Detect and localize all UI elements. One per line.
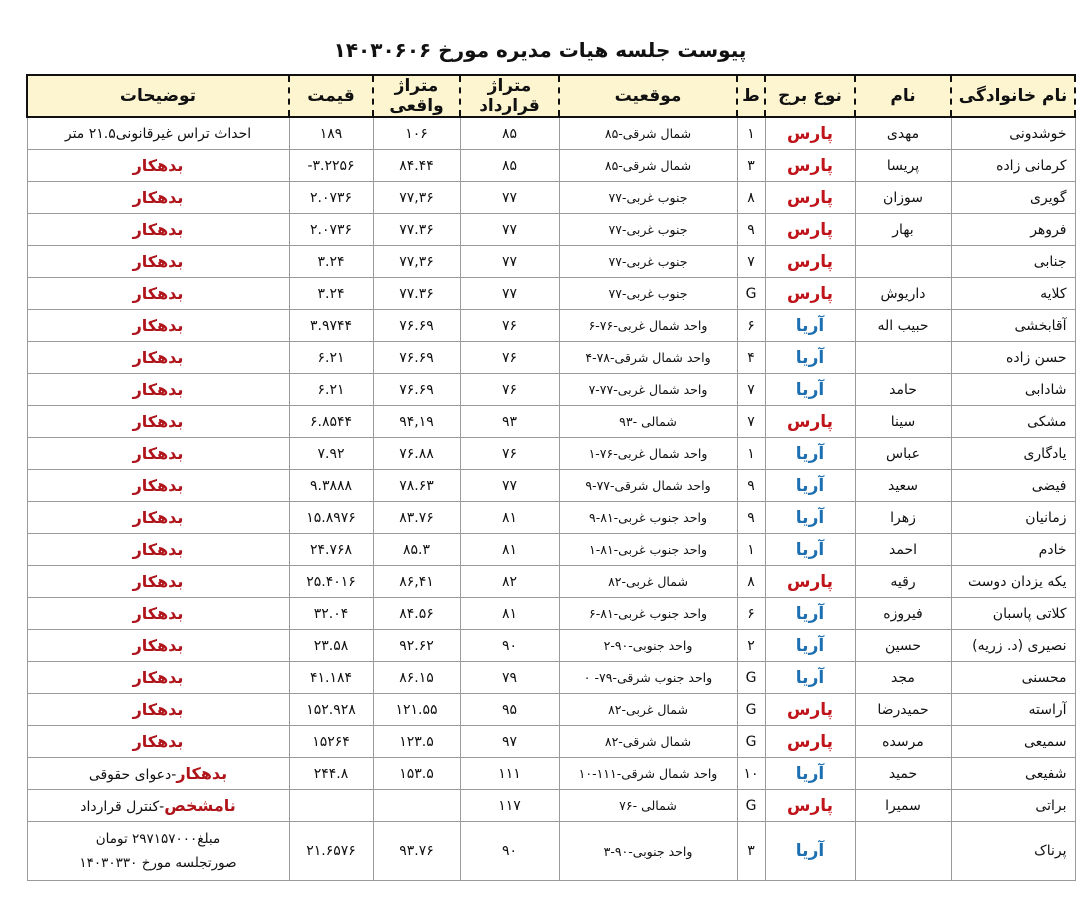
tower-cell: پارس bbox=[765, 246, 855, 278]
name-cell: سعید bbox=[855, 470, 951, 502]
tower-cell: آریا bbox=[765, 758, 855, 790]
actual-area-cell: ۷۷,۳۶ bbox=[373, 246, 460, 278]
contract-area-cell: ۷۶ bbox=[460, 374, 559, 406]
location-cell: شمال غربی-۸۲ bbox=[559, 694, 737, 726]
notes-cell bbox=[27, 246, 289, 278]
status-badge: بدهکار bbox=[132, 636, 184, 655]
floor-cell: ۶ bbox=[737, 598, 765, 630]
tower-cell: پارس bbox=[765, 406, 855, 438]
floor-cell: ۸ bbox=[737, 182, 765, 214]
table-row bbox=[27, 566, 1075, 598]
notes-cell bbox=[27, 566, 289, 598]
header-family: نام خانوادگی bbox=[951, 75, 1075, 117]
family-cell: آراسته bbox=[951, 694, 1075, 726]
tower-cell: آریا bbox=[765, 374, 855, 406]
contract-area-cell: ۷۷ bbox=[460, 182, 559, 214]
status-badge: بدهکار bbox=[132, 252, 184, 271]
tower-cell: پارس bbox=[765, 694, 855, 726]
floor-cell: ۳ bbox=[737, 150, 765, 182]
floor-cell: ۱ bbox=[737, 534, 765, 566]
table-row bbox=[27, 182, 1075, 214]
price-cell: ۱۵۲.۹۲۸ bbox=[289, 694, 373, 726]
family-cell: براتی bbox=[951, 790, 1075, 822]
notes-cell bbox=[27, 598, 289, 630]
tower-cell: پارس bbox=[765, 214, 855, 246]
price-cell: ۲.۰۷۳۶ bbox=[289, 214, 373, 246]
name-cell: بهار bbox=[855, 214, 951, 246]
header-price: قیمت bbox=[289, 75, 373, 117]
status-badge: بدهکار bbox=[132, 316, 184, 335]
price-cell: ۳.۹۷۴۴ bbox=[289, 310, 373, 342]
notes-cell bbox=[27, 630, 289, 662]
contract-area-cell: ۸۲ bbox=[460, 566, 559, 598]
table-row bbox=[27, 342, 1075, 374]
status-badge: بدهکار bbox=[132, 476, 184, 495]
name-cell: سمیرا bbox=[855, 790, 951, 822]
contract-area-cell: ۹۳ bbox=[460, 406, 559, 438]
header-actual-area: متراژ واقعی bbox=[373, 75, 460, 117]
notes-cell bbox=[27, 662, 289, 694]
contract-area-cell: ۹۷ bbox=[460, 726, 559, 758]
actual-area-cell: ۹۳.۷۶ bbox=[373, 822, 460, 881]
header-notes: توضیحات bbox=[27, 75, 289, 117]
price-cell: ۶.۲۱ bbox=[289, 374, 373, 406]
actual-area-cell: ۷۸.۶۳ bbox=[373, 470, 460, 502]
name-cell: رقیه bbox=[855, 566, 951, 598]
contract-area-cell: ۷۷ bbox=[460, 470, 559, 502]
family-cell: حسن زاده bbox=[951, 342, 1075, 374]
status-badge: بدهکار bbox=[132, 732, 184, 751]
location-cell: واحد جنوب غربی-۸۱-۹ bbox=[559, 502, 737, 534]
contract-area-cell: ۱۱۱ bbox=[460, 758, 559, 790]
table-row bbox=[27, 758, 1075, 790]
actual-area-cell: ۷۶.۸۸ bbox=[373, 438, 460, 470]
location-cell: جنوب غربی-۷۷ bbox=[559, 246, 737, 278]
family-cell: یادگاری bbox=[951, 438, 1075, 470]
table-row bbox=[27, 598, 1075, 630]
name-cell: مجد bbox=[855, 662, 951, 694]
floor-cell: ۹ bbox=[737, 214, 765, 246]
location-cell: جنوب غربی-۷۷ bbox=[559, 214, 737, 246]
family-cell: خوشدونی bbox=[951, 117, 1075, 150]
name-cell: زهرا bbox=[855, 502, 951, 534]
price-cell: ۲۳.۵۸ bbox=[289, 630, 373, 662]
location-cell: واحد شمال غربی-۷۷-۷ bbox=[559, 374, 737, 406]
floor-cell: G bbox=[737, 694, 765, 726]
tower-cell: پارس bbox=[765, 278, 855, 310]
tower-cell: آریا bbox=[765, 822, 855, 881]
note-line: صورتجلسه مورخ ۱۴۰۳۰۳۳۰ bbox=[79, 855, 237, 871]
name-cell: حبیب اله bbox=[855, 310, 951, 342]
price-cell: ۴۱.۱۸۴ bbox=[289, 662, 373, 694]
family-cell: سمیعی bbox=[951, 726, 1075, 758]
header-location: موقعیت bbox=[559, 75, 737, 117]
status-badge: نامشخص bbox=[164, 796, 236, 815]
location-cell: واحد شمال شرقی-۷۸-۴ bbox=[559, 342, 737, 374]
contract-area-cell: ۱۱۷ bbox=[460, 790, 559, 822]
actual-area-cell: ۷۶.۶۹ bbox=[373, 374, 460, 406]
notes-cell bbox=[27, 150, 289, 182]
name-cell: سوزان bbox=[855, 182, 951, 214]
notes-cell bbox=[27, 214, 289, 246]
price-cell: ۳.۲۴ bbox=[289, 246, 373, 278]
table-row bbox=[27, 150, 1075, 182]
floor-cell: ۶ bbox=[737, 310, 765, 342]
name-cell: فیروزه bbox=[855, 598, 951, 630]
floor-cell: ۹ bbox=[737, 470, 765, 502]
floor-cell: G bbox=[737, 790, 765, 822]
table-row bbox=[27, 726, 1075, 758]
family-cell: گویری bbox=[951, 182, 1075, 214]
contract-area-cell: ۷۹ bbox=[460, 662, 559, 694]
status-badge: بدهکار bbox=[132, 380, 184, 399]
notes-cell bbox=[27, 534, 289, 566]
table-row bbox=[27, 822, 1075, 881]
table-row bbox=[27, 502, 1075, 534]
price-cell: ۲۵.۴۰۱۶ bbox=[289, 566, 373, 598]
floor-cell: ۱ bbox=[737, 438, 765, 470]
contract-area-cell: ۸۵ bbox=[460, 150, 559, 182]
contract-area-cell: ۷۶ bbox=[460, 310, 559, 342]
status-badge: بدهکار bbox=[176, 764, 228, 783]
tower-cell: آریا bbox=[765, 310, 855, 342]
tower-cell: آریا bbox=[765, 598, 855, 630]
family-cell: محسنی bbox=[951, 662, 1075, 694]
floor-cell: G bbox=[737, 726, 765, 758]
notes-cell bbox=[27, 726, 289, 758]
price-cell: ۷.۹۲ bbox=[289, 438, 373, 470]
status-badge: بدهکار bbox=[132, 444, 184, 463]
contract-area-cell: ۸۱ bbox=[460, 598, 559, 630]
actual-area-cell: ۷۶.۶۹ bbox=[373, 310, 460, 342]
notes-cell bbox=[27, 406, 289, 438]
name-cell: حمید bbox=[855, 758, 951, 790]
header-contract-area: متراژ قرارداد bbox=[460, 75, 559, 117]
price-cell: ۲.۰۷۳۶ bbox=[289, 182, 373, 214]
floor-cell: ۱۰ bbox=[737, 758, 765, 790]
floor-cell: ۳ bbox=[737, 822, 765, 881]
tower-cell: پارس bbox=[765, 566, 855, 598]
location-cell: واحد شمال غربی-۷۶-۱ bbox=[559, 438, 737, 470]
floor-cell: ۹ bbox=[737, 502, 765, 534]
tower-cell: آریا bbox=[765, 470, 855, 502]
status-badge: بدهکار bbox=[132, 668, 184, 687]
family-cell: مشکی bbox=[951, 406, 1075, 438]
actual-area-cell: ۸۶,۴۱ bbox=[373, 566, 460, 598]
floor-cell: G bbox=[737, 662, 765, 694]
location-cell: شمال شرقی-۸۲ bbox=[559, 726, 737, 758]
table-row bbox=[27, 438, 1075, 470]
notes-cell bbox=[27, 182, 289, 214]
actual-area-cell: ۱۲۱.۵۵ bbox=[373, 694, 460, 726]
status-badge: بدهکار bbox=[132, 604, 184, 623]
location-cell: جنوب غربی-۷۷ bbox=[559, 182, 737, 214]
status-badge: بدهکار bbox=[132, 700, 184, 719]
location-cell: شمالی -۷۶ bbox=[559, 790, 737, 822]
family-cell: کلاتی پاسبان bbox=[951, 598, 1075, 630]
notes-cell bbox=[27, 758, 289, 790]
tower-cell: پارس bbox=[765, 790, 855, 822]
actual-area-cell: ۸۴.۴۴ bbox=[373, 150, 460, 182]
tower-cell: آریا bbox=[765, 502, 855, 534]
floor-cell: ۷ bbox=[737, 246, 765, 278]
table-row bbox=[27, 246, 1075, 278]
table-row bbox=[27, 630, 1075, 662]
price-cell: ۲۴۴.۸ bbox=[289, 758, 373, 790]
table-row bbox=[27, 310, 1075, 342]
status-badge: بدهکار bbox=[132, 220, 184, 239]
price-cell: ۶.۸۵۴۴ bbox=[289, 406, 373, 438]
family-cell: فیضی bbox=[951, 470, 1075, 502]
header-name: نام bbox=[855, 75, 951, 117]
notes-cell bbox=[27, 470, 289, 502]
table-body bbox=[27, 117, 1075, 881]
price-cell: ۲۱.۶۵۷۶ bbox=[289, 822, 373, 881]
status-badge: بدهکار bbox=[132, 156, 184, 175]
location-cell: واحد شمال شرقی-۱۱۱-۱۰ bbox=[559, 758, 737, 790]
note-text: احداث تراس غیرقانونی۲۱.۵ متر bbox=[64, 125, 252, 142]
name-cell: مهدی bbox=[855, 117, 951, 150]
note-line: مبلغ۲۹۷۱۵۷۰۰۰ تومان bbox=[95, 831, 221, 847]
contract-area-cell: ۷۷ bbox=[460, 214, 559, 246]
floor-cell: ۲ bbox=[737, 630, 765, 662]
family-cell: خادم bbox=[951, 534, 1075, 566]
contract-area-cell: ۷۶ bbox=[460, 342, 559, 374]
floor-cell: ۱ bbox=[737, 117, 765, 150]
price-cell: ۳۲.۰۴ bbox=[289, 598, 373, 630]
note-text: -کنترل قرارداد bbox=[80, 799, 165, 815]
family-cell: پرناک bbox=[951, 822, 1075, 881]
family-cell: جنابی bbox=[951, 246, 1075, 278]
price-cell: ۱۵۲۶۴ bbox=[289, 726, 373, 758]
location-cell: شمال شرقی-۸۵ bbox=[559, 117, 737, 150]
name-cell: حامد bbox=[855, 374, 951, 406]
tower-cell: پارس bbox=[765, 726, 855, 758]
family-cell: کرمانی زاده bbox=[951, 150, 1075, 182]
family-cell: شادابی bbox=[951, 374, 1075, 406]
name-cell bbox=[855, 342, 951, 374]
actual-area-cell: ۷۶.۶۹ bbox=[373, 342, 460, 374]
tower-cell: پارس bbox=[765, 150, 855, 182]
notes-cell bbox=[27, 438, 289, 470]
note-text: -دعوای حقوقی bbox=[88, 767, 177, 783]
location-cell: واحد شمال غربی-۷۶-۶ bbox=[559, 310, 737, 342]
actual-area-cell: ۷۷.۳۶ bbox=[373, 278, 460, 310]
location-cell: واحد جنوب غربی-۸۱-۶ bbox=[559, 598, 737, 630]
name-cell: مرسده bbox=[855, 726, 951, 758]
tower-cell: آریا bbox=[765, 438, 855, 470]
name-cell: سینا bbox=[855, 406, 951, 438]
location-cell: شمال شرقی-۸۵ bbox=[559, 150, 737, 182]
name-cell: احمد bbox=[855, 534, 951, 566]
table-row bbox=[27, 117, 1075, 150]
contract-area-cell: ۹۵ bbox=[460, 694, 559, 726]
notes-cell bbox=[27, 502, 289, 534]
name-cell: داریوش bbox=[855, 278, 951, 310]
actual-area-cell: ۷۷.۳۶ bbox=[373, 214, 460, 246]
actual-area-cell: ۱۵۳.۵ bbox=[373, 758, 460, 790]
floor-cell: ۷ bbox=[737, 374, 765, 406]
status-badge: بدهکار bbox=[132, 572, 184, 591]
header-row bbox=[27, 75, 1075, 117]
price-cell: ۳.۲۴ bbox=[289, 278, 373, 310]
notes-cell bbox=[27, 374, 289, 406]
actual-area-cell: ۹۴,۱۹ bbox=[373, 406, 460, 438]
location-cell: واحد جنوب شرقی-۷۹- ۰ bbox=[559, 662, 737, 694]
name-cell: عباس bbox=[855, 438, 951, 470]
family-cell: یکه یزدان دوست bbox=[951, 566, 1075, 598]
price-cell: ۱۸۹ bbox=[289, 117, 373, 150]
tower-cell: آریا bbox=[765, 534, 855, 566]
table-row bbox=[27, 374, 1075, 406]
actual-area-cell: ۸۳.۷۶ bbox=[373, 502, 460, 534]
actual-area-cell: ۸۴.۵۶ bbox=[373, 598, 460, 630]
page-title: پیوست جلسه هیات مدیره مورخ ۱۴۰۳۰۶۰۶ bbox=[333, 38, 747, 62]
price-cell: ۲۴.۷۶۸ bbox=[289, 534, 373, 566]
family-cell: کلایه bbox=[951, 278, 1075, 310]
members-table bbox=[26, 74, 1076, 881]
floor-cell: ۴ bbox=[737, 342, 765, 374]
family-cell: شفیعی bbox=[951, 758, 1075, 790]
status-badge: بدهکار bbox=[132, 412, 184, 431]
table-row bbox=[27, 406, 1075, 438]
status-badge: بدهکار bbox=[132, 284, 184, 303]
price-cell: ۱۵.۸۹۷۶ bbox=[289, 502, 373, 534]
actual-area-cell bbox=[373, 790, 460, 822]
notes-cell bbox=[27, 310, 289, 342]
location-cell: واحد شمال شرقی-۷۷-۹ bbox=[559, 470, 737, 502]
location-cell: واحد جنوبی-۹۰-۲ bbox=[559, 630, 737, 662]
table-row bbox=[27, 534, 1075, 566]
contract-area-cell: ۷۷ bbox=[460, 246, 559, 278]
family-cell: زمانیان bbox=[951, 502, 1075, 534]
status-badge: بدهکار bbox=[132, 188, 184, 207]
contract-area-cell: ۷۶ bbox=[460, 438, 559, 470]
family-cell: فروهر bbox=[951, 214, 1075, 246]
location-cell: شمالی -۹۳ bbox=[559, 406, 737, 438]
contract-area-cell: ۹۰ bbox=[460, 630, 559, 662]
tower-cell: آریا bbox=[765, 662, 855, 694]
price-cell: ۶.۲۱ bbox=[289, 342, 373, 374]
location-cell: شمال غربی-۸۲ bbox=[559, 566, 737, 598]
tower-cell: آریا bbox=[765, 630, 855, 662]
name-cell bbox=[855, 822, 951, 881]
tower-cell: آریا bbox=[765, 342, 855, 374]
table-row bbox=[27, 470, 1075, 502]
contract-area-cell: ۸۱ bbox=[460, 534, 559, 566]
name-cell bbox=[855, 246, 951, 278]
contract-area-cell: ۷۷ bbox=[460, 278, 559, 310]
table-row bbox=[27, 214, 1075, 246]
actual-area-cell: ۱۲۳.۵ bbox=[373, 726, 460, 758]
notes-cell bbox=[27, 694, 289, 726]
notes-cell bbox=[27, 278, 289, 310]
actual-area-cell: ۷۷,۳۶ bbox=[373, 182, 460, 214]
actual-area-cell: ۸۵.۳ bbox=[373, 534, 460, 566]
table-row bbox=[27, 790, 1075, 822]
status-badge: بدهکار bbox=[132, 348, 184, 367]
floor-cell: ۷ bbox=[737, 406, 765, 438]
notes-cell bbox=[27, 790, 289, 822]
actual-area-cell: ۹۲.۶۲ bbox=[373, 630, 460, 662]
price-cell: ۹.۳۸۸۸ bbox=[289, 470, 373, 502]
floor-cell: G bbox=[737, 278, 765, 310]
family-cell: نصیری (د. زریه) bbox=[951, 630, 1075, 662]
price-cell bbox=[289, 790, 373, 822]
price-cell: -۳.۲۲۵۶ bbox=[289, 150, 373, 182]
location-cell: واحد جنوبی-۹۰-۳ bbox=[559, 822, 737, 881]
header-floor: ط bbox=[737, 75, 765, 117]
notes-cell bbox=[27, 117, 289, 150]
tower-cell: پارس bbox=[765, 117, 855, 150]
contract-area-cell: ۸۵ bbox=[460, 117, 559, 150]
location-cell: واحد جنوب غربی-۸۱-۱ bbox=[559, 534, 737, 566]
name-cell: حسین bbox=[855, 630, 951, 662]
location-cell: جنوب غربی-۷۷ bbox=[559, 278, 737, 310]
contract-area-cell: ۸۱ bbox=[460, 502, 559, 534]
status-badge: بدهکار bbox=[132, 540, 184, 559]
notes-cell bbox=[27, 822, 289, 881]
actual-area-cell: ۱۰۶ bbox=[373, 117, 460, 150]
contract-area-cell: ۹۰ bbox=[460, 822, 559, 881]
status-badge: بدهکار bbox=[132, 508, 184, 527]
name-cell: پریسا bbox=[855, 150, 951, 182]
header-tower: نوع برج bbox=[765, 75, 855, 117]
table-row bbox=[27, 694, 1075, 726]
actual-area-cell: ۸۶.۱۵ bbox=[373, 662, 460, 694]
family-cell: آقابخشی bbox=[951, 310, 1075, 342]
notes-cell bbox=[27, 342, 289, 374]
floor-cell: ۸ bbox=[737, 566, 765, 598]
name-cell: حمیدرضا bbox=[855, 694, 951, 726]
table-row bbox=[27, 278, 1075, 310]
tower-cell: پارس bbox=[765, 182, 855, 214]
table-row bbox=[27, 662, 1075, 694]
